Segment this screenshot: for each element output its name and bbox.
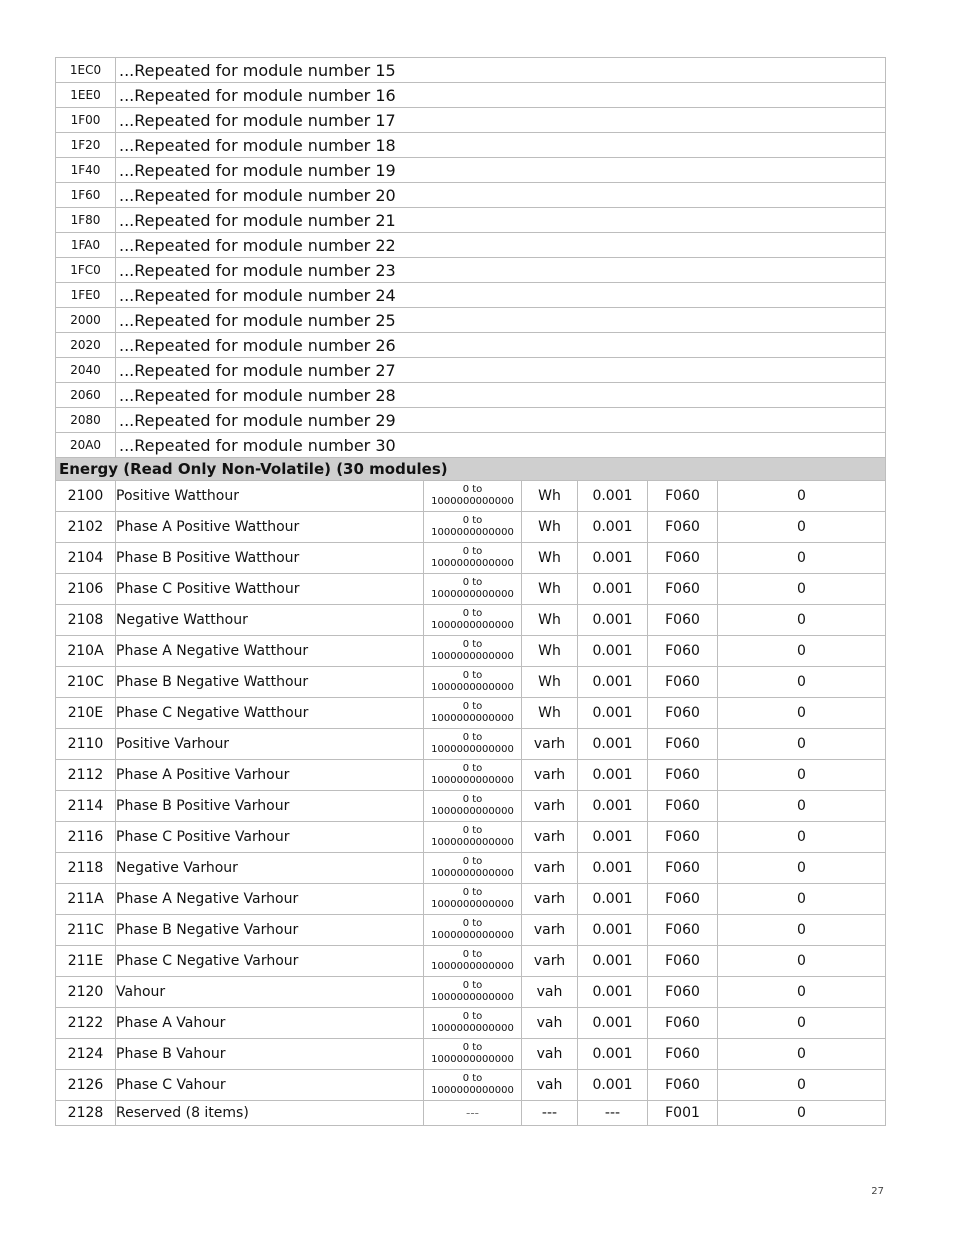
repeat-description: ...Repeated for module number 21 (116, 208, 886, 233)
address-cell: 1EE0 (56, 83, 116, 108)
repeated-row (56, 333, 886, 358)
range-cell (424, 977, 522, 1008)
units-cell: varh (522, 915, 578, 946)
parameter-name: Phase A Positive Varhour (116, 760, 424, 791)
units-cell: varh (522, 946, 578, 977)
address-cell: 2110 (56, 729, 116, 760)
parameter-name: Phase C Positive Watthour (116, 574, 424, 605)
register-row (56, 667, 886, 698)
range-cell (424, 791, 522, 822)
repeated-row (56, 183, 886, 208)
repeat-description: ...Repeated for module number 24 (116, 283, 886, 308)
range-max: 1000000000000 (431, 992, 514, 1003)
parameter-name: Positive Watthour (116, 481, 424, 512)
format-cell: F060 (648, 1039, 718, 1070)
range-min: 0 to (462, 515, 483, 526)
repeated-row (56, 433, 886, 458)
parameter-name: Phase C Vahour (116, 1070, 424, 1101)
format-cell: F060 (648, 574, 718, 605)
repeated-row (56, 408, 886, 433)
repeat-description: ...Repeated for module number 27 (116, 358, 886, 383)
range-cell: --- (424, 1101, 522, 1126)
repeat-description: ...Repeated for module number 23 (116, 258, 886, 283)
default-cell: 0 (718, 574, 886, 605)
step-cell: 0.001 (578, 636, 648, 667)
step-cell: 0.001 (578, 1008, 648, 1039)
address-cell: 1F00 (56, 108, 116, 133)
register-row (56, 512, 886, 543)
register-row (56, 636, 886, 667)
range-min: 0 to (462, 763, 483, 774)
repeat-description: ...Repeated for module number 22 (116, 233, 886, 258)
default-cell: 0 (718, 605, 886, 636)
parameter-name: Negative Watthour (116, 605, 424, 636)
units-cell: varh (522, 822, 578, 853)
range-min: 0 to (462, 980, 483, 991)
repeat-description: ...Repeated for module number 25 (116, 308, 886, 333)
parameter-name: Phase B Vahour (116, 1039, 424, 1070)
register-row (56, 543, 886, 574)
repeat-description: ...Repeated for module number 29 (116, 408, 886, 433)
section-header-row (56, 458, 886, 481)
units-cell: --- (522, 1101, 578, 1126)
range-min: 0 to (462, 887, 483, 898)
register-map-table (55, 57, 886, 1126)
parameter-name: Vahour (116, 977, 424, 1008)
repeat-description: ...Repeated for module number 16 (116, 83, 886, 108)
range-max: 1000000000000 (431, 713, 514, 724)
units-cell: Wh (522, 481, 578, 512)
range-max: 1000000000000 (431, 930, 514, 941)
address-cell: 1F40 (56, 158, 116, 183)
step-cell: --- (578, 1101, 648, 1126)
address-cell: 2000 (56, 308, 116, 333)
range-cell (424, 667, 522, 698)
range-max: 1000000000000 (431, 1023, 514, 1034)
default-cell: 0 (718, 1070, 886, 1101)
address-cell: 211C (56, 915, 116, 946)
format-cell: F060 (648, 760, 718, 791)
format-cell: F060 (648, 853, 718, 884)
step-cell: 0.001 (578, 822, 648, 853)
range-cell (424, 822, 522, 853)
units-cell: Wh (522, 512, 578, 543)
parameter-name: Phase B Negative Varhour (116, 915, 424, 946)
parameter-name: Phase B Positive Watthour (116, 543, 424, 574)
format-cell: F001 (648, 1101, 718, 1126)
format-cell: F060 (648, 481, 718, 512)
address-cell: 210A (56, 636, 116, 667)
address-cell: 2040 (56, 358, 116, 383)
address-cell: 210E (56, 698, 116, 729)
range-cell (424, 915, 522, 946)
step-cell: 0.001 (578, 605, 648, 636)
units-cell: varh (522, 729, 578, 760)
address-cell: 2112 (56, 760, 116, 791)
range-max: 1000000000000 (431, 961, 514, 972)
register-row (56, 1039, 886, 1070)
address-cell: 2122 (56, 1008, 116, 1039)
range-min: 0 to (462, 639, 483, 650)
range-min: 0 to (462, 732, 483, 743)
address-cell: 2126 (56, 1070, 116, 1101)
units-cell: varh (522, 791, 578, 822)
parameter-name: Phase C Negative Varhour (116, 946, 424, 977)
range-cell (424, 729, 522, 760)
repeated-row (56, 358, 886, 383)
range-cell (424, 512, 522, 543)
range-min: 0 to (462, 577, 483, 588)
step-cell: 0.001 (578, 1039, 648, 1070)
repeat-description: ...Repeated for module number 18 (116, 133, 886, 158)
default-cell: 0 (718, 791, 886, 822)
repeated-row (56, 283, 886, 308)
parameter-name: Reserved (8 items) (116, 1101, 424, 1126)
parameter-name: Phase A Vahour (116, 1008, 424, 1039)
parameter-name: Phase A Positive Watthour (116, 512, 424, 543)
step-cell: 0.001 (578, 760, 648, 791)
address-cell: 1F20 (56, 133, 116, 158)
parameter-name: Phase B Positive Varhour (116, 791, 424, 822)
range-max: 1000000000000 (431, 775, 514, 786)
address-cell: 1FC0 (56, 258, 116, 283)
default-cell: 0 (718, 884, 886, 915)
address-cell: 2118 (56, 853, 116, 884)
parameter-name: Phase A Negative Watthour (116, 636, 424, 667)
repeat-description: ...Repeated for module number 28 (116, 383, 886, 408)
range-min: 0 to (462, 1011, 483, 1022)
address-cell: 2106 (56, 574, 116, 605)
range-min: 0 to (462, 825, 483, 836)
step-cell: 0.001 (578, 977, 648, 1008)
parameter-name: Phase A Negative Varhour (116, 884, 424, 915)
default-cell: 0 (718, 481, 886, 512)
address-cell: 1FE0 (56, 283, 116, 308)
address-cell: 2116 (56, 822, 116, 853)
default-cell: 0 (718, 543, 886, 574)
units-cell: vah (522, 1039, 578, 1070)
address-cell: 2080 (56, 408, 116, 433)
default-cell: 0 (718, 915, 886, 946)
register-map-body (56, 58, 886, 1126)
range-max: 1000000000000 (431, 1085, 514, 1096)
step-cell: 0.001 (578, 698, 648, 729)
format-cell: F060 (648, 1070, 718, 1101)
range-cell (424, 636, 522, 667)
units-cell: Wh (522, 543, 578, 574)
range-min: 0 to (462, 1042, 483, 1053)
units-cell: vah (522, 1008, 578, 1039)
step-cell: 0.001 (578, 481, 648, 512)
step-cell: 0.001 (578, 512, 648, 543)
address-cell: 2114 (56, 791, 116, 822)
register-row (56, 822, 886, 853)
address-cell: 1FA0 (56, 233, 116, 258)
register-row (56, 605, 886, 636)
range-max: 1000000000000 (431, 682, 514, 693)
format-cell: F060 (648, 915, 718, 946)
format-cell: F060 (648, 822, 718, 853)
repeated-row (56, 308, 886, 333)
step-cell: 0.001 (578, 574, 648, 605)
register-row (56, 1070, 886, 1101)
range-cell (424, 760, 522, 791)
register-row (56, 853, 886, 884)
format-cell: F060 (648, 636, 718, 667)
step-cell: 0.001 (578, 667, 648, 698)
repeated-row (56, 158, 886, 183)
units-cell: varh (522, 884, 578, 915)
format-cell: F060 (648, 946, 718, 977)
parameter-name: Phase B Negative Watthour (116, 667, 424, 698)
range-cell (424, 574, 522, 605)
range-min: 0 to (462, 1073, 483, 1084)
register-row (56, 884, 886, 915)
parameter-name: Phase C Negative Watthour (116, 698, 424, 729)
address-cell: 2124 (56, 1039, 116, 1070)
default-cell: 0 (718, 1101, 886, 1126)
repeat-description: ...Repeated for module number 15 (116, 58, 886, 83)
units-cell: vah (522, 1070, 578, 1101)
repeated-row (56, 383, 886, 408)
units-cell: Wh (522, 698, 578, 729)
register-row (56, 729, 886, 760)
default-cell: 0 (718, 760, 886, 791)
step-cell: 0.001 (578, 729, 648, 760)
range-max: 1000000000000 (431, 651, 514, 662)
register-row (56, 698, 886, 729)
units-cell: varh (522, 760, 578, 791)
default-cell: 0 (718, 729, 886, 760)
register-row (56, 481, 886, 512)
repeated-row (56, 208, 886, 233)
address-cell: 2102 (56, 512, 116, 543)
range-max: 1000000000000 (431, 558, 514, 569)
register-row (56, 760, 886, 791)
range-cell (424, 481, 522, 512)
repeated-row (56, 133, 886, 158)
address-cell: 20A0 (56, 433, 116, 458)
range-min: 0 to (462, 701, 483, 712)
range-min: 0 to (462, 546, 483, 557)
format-cell: F060 (648, 791, 718, 822)
repeated-row (56, 58, 886, 83)
default-cell: 0 (718, 946, 886, 977)
format-cell: F060 (648, 977, 718, 1008)
range-min: 0 to (462, 949, 483, 960)
range-max: 1000000000000 (431, 806, 514, 817)
format-cell: F060 (648, 512, 718, 543)
address-cell: 2020 (56, 333, 116, 358)
range-max: 1000000000000 (431, 496, 514, 507)
format-cell: F060 (648, 605, 718, 636)
repeated-row (56, 258, 886, 283)
step-cell: 0.001 (578, 543, 648, 574)
range-max: 1000000000000 (431, 837, 514, 848)
address-cell: 2120 (56, 977, 116, 1008)
range-min: 0 to (462, 670, 483, 681)
address-cell: 2128 (56, 1101, 116, 1126)
page-number: 27 (871, 1186, 884, 1197)
section-header: Energy (Read Only Non-Volatile) (30 modules) (56, 458, 886, 481)
register-row (56, 574, 886, 605)
units-cell: Wh (522, 574, 578, 605)
repeated-row (56, 233, 886, 258)
range-min: 0 to (462, 856, 483, 867)
repeat-description: ...Repeated for module number 30 (116, 433, 886, 458)
register-row (56, 1008, 886, 1039)
range-cell (424, 884, 522, 915)
range-max: 1000000000000 (431, 899, 514, 910)
parameter-name: Positive Varhour (116, 729, 424, 760)
repeat-description: ...Repeated for module number 19 (116, 158, 886, 183)
range-max: 1000000000000 (431, 589, 514, 600)
address-cell: 211E (56, 946, 116, 977)
range-cell (424, 1070, 522, 1101)
default-cell: 0 (718, 636, 886, 667)
default-cell: 0 (718, 977, 886, 1008)
address-cell: 210C (56, 667, 116, 698)
repeat-description: ...Repeated for module number 20 (116, 183, 886, 208)
default-cell: 0 (718, 822, 886, 853)
step-cell: 0.001 (578, 884, 648, 915)
units-cell: vah (522, 977, 578, 1008)
address-cell: 1F60 (56, 183, 116, 208)
range-max: 1000000000000 (431, 1054, 514, 1065)
range-min: 0 to (462, 794, 483, 805)
step-cell: 0.001 (578, 791, 648, 822)
step-cell: 0.001 (578, 853, 648, 884)
range-cell (424, 946, 522, 977)
default-cell: 0 (718, 698, 886, 729)
units-cell: Wh (522, 667, 578, 698)
units-cell: Wh (522, 636, 578, 667)
default-cell: 0 (718, 853, 886, 884)
range-min: 0 to (462, 608, 483, 619)
format-cell: F060 (648, 543, 718, 574)
address-cell: 2100 (56, 481, 116, 512)
address-cell: 211A (56, 884, 116, 915)
repeated-row (56, 83, 886, 108)
range-max: 1000000000000 (431, 527, 514, 538)
default-cell: 0 (718, 1008, 886, 1039)
step-cell: 0.001 (578, 946, 648, 977)
step-cell: 0.001 (578, 1070, 648, 1101)
range-cell (424, 698, 522, 729)
default-cell: 0 (718, 1039, 886, 1070)
range-max: 1000000000000 (431, 744, 514, 755)
range-min: 0 to (462, 484, 483, 495)
repeated-row (56, 108, 886, 133)
format-cell: F060 (648, 884, 718, 915)
range-max: 1000000000000 (431, 868, 514, 879)
address-cell: 1F80 (56, 208, 116, 233)
format-cell: F060 (648, 698, 718, 729)
range-cell (424, 1039, 522, 1070)
range-min: 0 to (462, 918, 483, 929)
register-row (56, 791, 886, 822)
format-cell: F060 (648, 1008, 718, 1039)
register-row (56, 915, 886, 946)
format-cell: F060 (648, 729, 718, 760)
units-cell: varh (522, 853, 578, 884)
register-row (56, 977, 886, 1008)
repeat-description: ...Repeated for module number 17 (116, 108, 886, 133)
parameter-name: Phase C Positive Varhour (116, 822, 424, 853)
register-row (56, 946, 886, 977)
reserved-row (56, 1101, 886, 1126)
default-cell: 0 (718, 512, 886, 543)
range-cell (424, 605, 522, 636)
address-cell: 2108 (56, 605, 116, 636)
address-cell: 1EC0 (56, 58, 116, 83)
format-cell: F060 (648, 667, 718, 698)
address-cell: 2060 (56, 383, 116, 408)
range-cell (424, 853, 522, 884)
address-cell: 2104 (56, 543, 116, 574)
parameter-name: Negative Varhour (116, 853, 424, 884)
units-cell: Wh (522, 605, 578, 636)
default-cell: 0 (718, 667, 886, 698)
range-cell (424, 543, 522, 574)
range-cell (424, 1008, 522, 1039)
range-max: 1000000000000 (431, 620, 514, 631)
repeat-description: ...Repeated for module number 26 (116, 333, 886, 358)
step-cell: 0.001 (578, 915, 648, 946)
